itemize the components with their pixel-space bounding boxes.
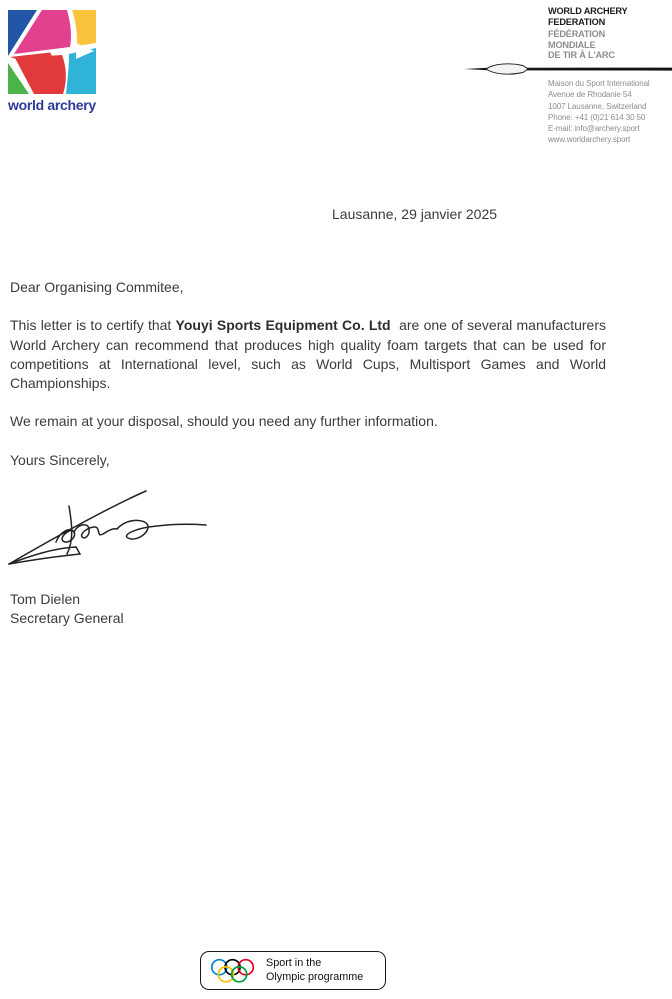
certification-paragraph <box>10 316 606 393</box>
address-line-1: Maison du Sport International <box>548 78 650 88</box>
hq-address <box>548 78 672 146</box>
signature-icon <box>2 482 212 574</box>
badge-line2: Olympic programme <box>266 970 364 983</box>
letter-body <box>10 278 606 489</box>
signer-name: Tom Dielen <box>10 591 81 607</box>
badge-line1: Sport in the <box>266 957 322 970</box>
org-name-fr-line3: DE TIR À L'ARC <box>548 50 615 61</box>
para1-prefix: This letter is to certify that <box>10 317 176 334</box>
org-name-en-line2: FEDERATION <box>548 16 606 27</box>
olympic-rings-icon <box>209 956 258 986</box>
dateline: Lausanne, 29 janvier 2025 <box>332 206 498 222</box>
world-archery-logo <box>8 10 108 113</box>
org-name-fr-line2: MONDIALE <box>548 39 596 50</box>
olympic-programme-badge <box>200 951 386 990</box>
address-line-3: 1007 Lausanne, Switzerland <box>548 101 647 111</box>
org-name-en-line1: WORLD ARCHERY <box>548 6 628 16</box>
signer-title: Secretary General <box>10 610 124 627</box>
signer-block <box>10 590 124 628</box>
address-line-2: Avenue de Rhodanie 54 <box>548 90 632 100</box>
address-website: www.worldarchery.sport <box>548 135 631 145</box>
world-archery-wordmark: world archery <box>8 97 96 113</box>
disposal-paragraph: We remain at your disposal, should you need any further information. <box>10 413 438 430</box>
para1-suffix: are one of several manufacturers World Archery can recommend that produces high quality foam targets that can be used for competitions at International level, such as World Cups, Multisport Games and World Championships. <box>10 317 606 391</box>
address-email: E-mail: info@archery.sport <box>548 124 640 134</box>
org-name-fr-line1: FÉDÉRATION <box>548 29 606 40</box>
salutation: Dear Organising Commitee, <box>10 279 184 295</box>
closing: Yours Sincerely, <box>10 451 110 468</box>
company-name: Youyi Sports Equipment Co. Ltd <box>175 317 391 334</box>
world-archery-bow-icon <box>8 10 96 94</box>
address-phone: Phone: +41 (0)21 614 30 50 <box>548 112 646 122</box>
arrow-icon <box>462 62 672 76</box>
